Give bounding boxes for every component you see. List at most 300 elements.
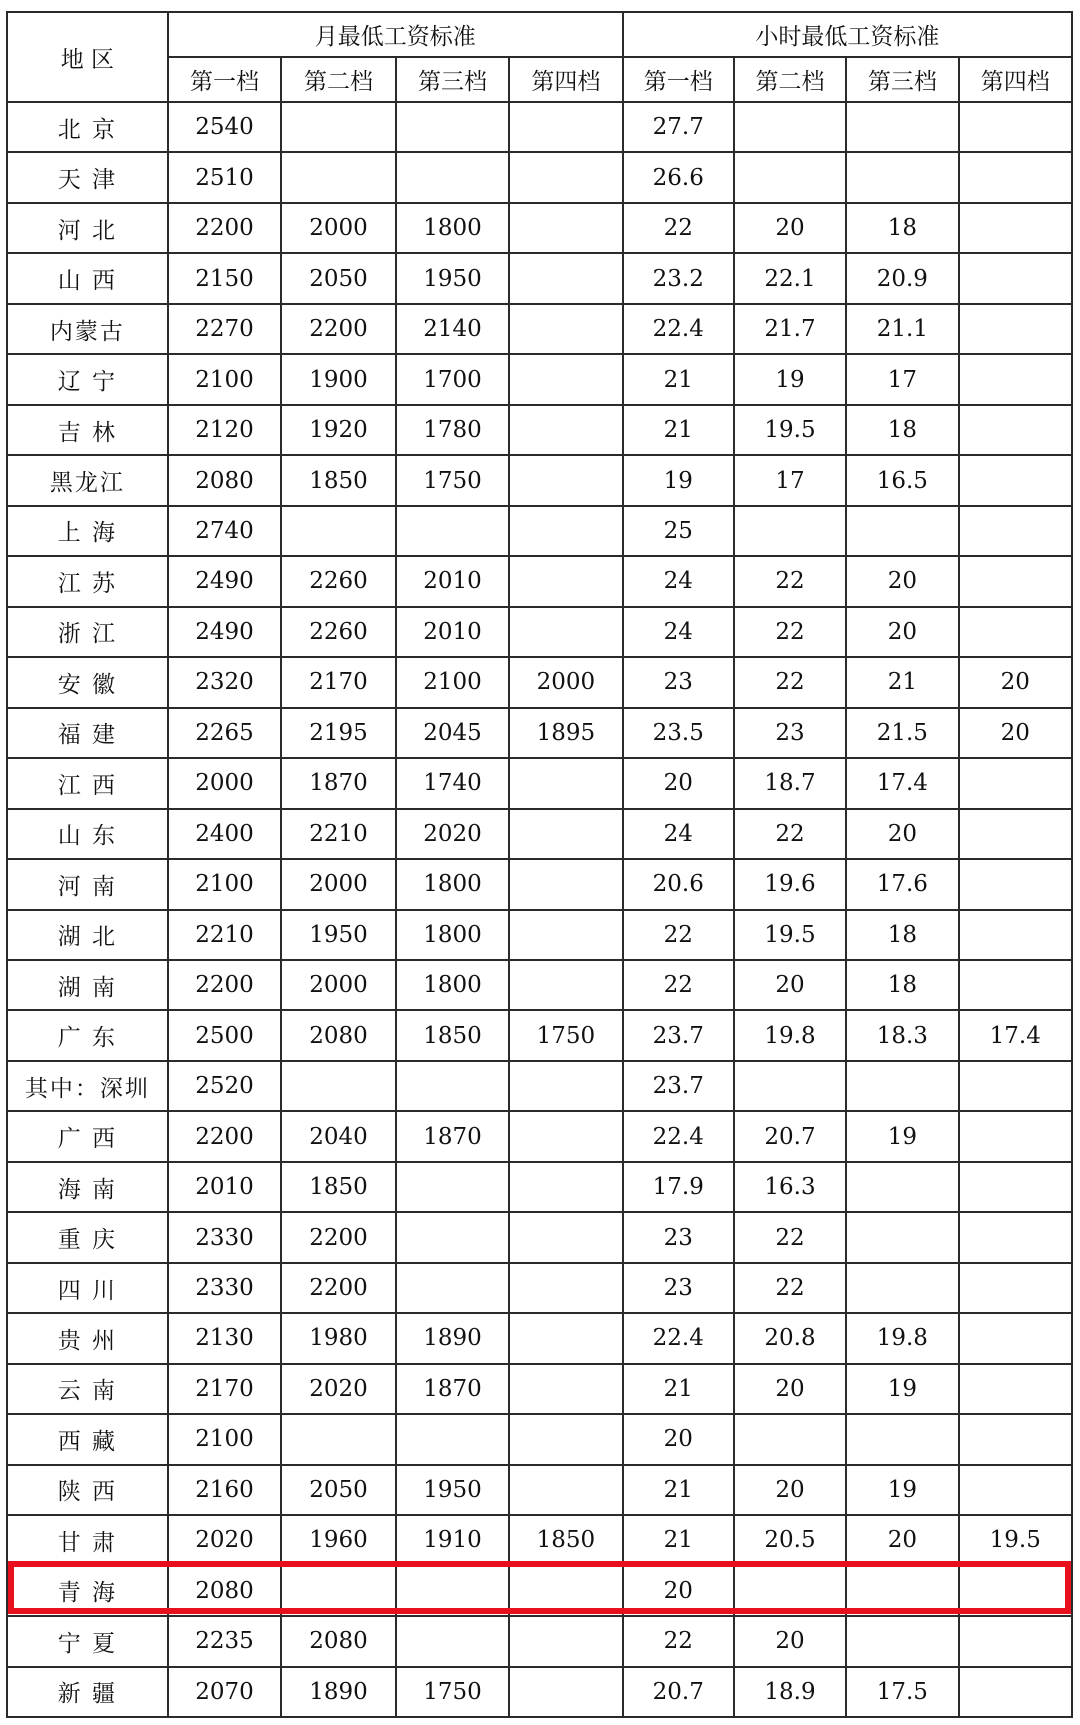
table-row: [7, 1616, 1072, 1666]
monthly-tier-1-cell: 2510: [168, 152, 281, 202]
region-cell: 西 藏: [7, 1414, 168, 1464]
table-row: [7, 1515, 1072, 1565]
region-cell: 浙 江: [7, 607, 168, 657]
monthly-tier-3-cell: 2010: [396, 556, 509, 606]
monthly-tier-2-cell: 2170: [281, 657, 396, 707]
monthly-tier-2-cell: 1890: [281, 1667, 396, 1717]
hourly-tier-3-cell: 18.3: [846, 1010, 958, 1060]
monthly-tier-1-cell: 2100: [168, 354, 281, 404]
hourly-tier-1-cell: 23: [623, 657, 734, 707]
monthly-tier-1-cell: 2010: [168, 1162, 281, 1212]
table-row: [7, 1465, 1072, 1515]
hourly-tier-4-cell: [959, 859, 1072, 909]
region-cell: 海 南: [7, 1162, 168, 1212]
hourly-tier-4-header: 第四档: [959, 57, 1072, 102]
hourly-tier-2-header: 第二档: [734, 57, 846, 102]
region-cell: 其中：深圳: [7, 1061, 168, 1111]
monthly-tier-1-cell: 2320: [168, 657, 281, 707]
hourly-tier-1-cell: 20.6: [623, 859, 734, 909]
monthly-tier-4-cell: [509, 405, 622, 455]
monthly-tier-4-cell: [509, 859, 622, 909]
hourly-tier-2-cell: 19.6: [734, 859, 846, 909]
table-row: [7, 1010, 1072, 1060]
monthly-tier-1-cell: 2330: [168, 1263, 281, 1313]
hourly-tier-4-cell: [959, 1212, 1072, 1262]
monthly-tier-1-cell: 2270: [168, 304, 281, 354]
hourly-tier-4-cell: [959, 607, 1072, 657]
hourly-tier-1-cell: 24: [623, 809, 734, 859]
monthly-tier-2-cell: 2050: [281, 253, 396, 303]
monthly-tier-2-cell: 2020: [281, 1364, 396, 1414]
monthly-tier-4-cell: [509, 809, 622, 859]
monthly-tier-3-cell: 2010: [396, 607, 509, 657]
monthly-tier-4-cell: [509, 910, 622, 960]
hourly-tier-2-cell: [734, 1061, 846, 1111]
region-cell: 福 建: [7, 708, 168, 758]
monthly-tier-4-cell: [509, 1313, 622, 1363]
monthly-tier-3-cell: 1890: [396, 1313, 509, 1363]
hourly-tier-4-cell: [959, 1061, 1072, 1111]
monthly-tier-3-cell: 1800: [396, 960, 509, 1010]
hourly-header: 小时最低工资标准: [623, 12, 1072, 57]
hourly-tier-3-cell: 20: [846, 809, 958, 859]
hourly-tier-3-cell: 21.5: [846, 708, 958, 758]
table-row: [7, 1364, 1072, 1414]
monthly-tier-4-cell: 2000: [509, 657, 622, 707]
hourly-tier-4-cell: 20: [959, 657, 1072, 707]
monthly-tier-2-cell: 2000: [281, 960, 396, 1010]
hourly-tier-1-cell: 23.7: [623, 1010, 734, 1060]
monthly-tier-1-cell: 2070: [168, 1667, 281, 1717]
hourly-tier-4-cell: [959, 506, 1072, 556]
monthly-tier-2-cell: [281, 102, 396, 152]
monthly-tier-3-cell: [396, 506, 509, 556]
monthly-tier-3-cell: [396, 1414, 509, 1464]
region-cell: 河 南: [7, 859, 168, 909]
region-cell: 上 海: [7, 506, 168, 556]
monthly-header: 月最低工资标准: [168, 12, 623, 57]
table-row: [7, 1212, 1072, 1262]
hourly-tier-1-cell: 20: [623, 1414, 734, 1464]
region-cell: 四 川: [7, 1263, 168, 1313]
monthly-tier-2-cell: 1850: [281, 455, 396, 505]
table-row: [7, 809, 1072, 859]
region-cell: 贵 州: [7, 1313, 168, 1363]
region-cell: 黑龙江: [7, 455, 168, 505]
hourly-tier-2-cell: [734, 1566, 846, 1616]
hourly-tier-2-cell: 19: [734, 354, 846, 404]
monthly-tier-4-cell: [509, 253, 622, 303]
hourly-tier-2-cell: 22: [734, 1263, 846, 1313]
hourly-tier-3-cell: [846, 1061, 958, 1111]
hourly-tier-4-cell: [959, 1667, 1072, 1717]
hourly-tier-4-cell: 17.4: [959, 1010, 1072, 1060]
hourly-tier-2-cell: 20.5: [734, 1515, 846, 1565]
monthly-tier-3-cell: 1750: [396, 455, 509, 505]
monthly-tier-3-cell: [396, 1162, 509, 1212]
monthly-tier-3-cell: 1700: [396, 354, 509, 404]
region-header: 地 区: [7, 12, 168, 102]
region-cell: 广 西: [7, 1111, 168, 1161]
region-cell: 陕 西: [7, 1465, 168, 1515]
hourly-tier-2-cell: 20: [734, 1364, 846, 1414]
monthly-tier-1-cell: 2540: [168, 102, 281, 152]
monthly-tier-4-cell: 1895: [509, 708, 622, 758]
hourly-tier-1-cell: 24: [623, 556, 734, 606]
region-cell: 北 京: [7, 102, 168, 152]
monthly-tier-3-header: 第三档: [396, 57, 509, 102]
hourly-tier-3-cell: 21.1: [846, 304, 958, 354]
table-row: [7, 859, 1072, 909]
monthly-tier-1-cell: 2200: [168, 960, 281, 1010]
monthly-tier-1-cell: 2740: [168, 506, 281, 556]
monthly-tier-4-cell: [509, 1111, 622, 1161]
monthly-tier-4-cell: [509, 102, 622, 152]
monthly-tier-1-cell: 2080: [168, 455, 281, 505]
minimum-wage-table: [6, 11, 1073, 1718]
monthly-tier-4-cell: [509, 304, 622, 354]
monthly-tier-3-cell: 2020: [396, 809, 509, 859]
hourly-tier-2-cell: [734, 1414, 846, 1464]
monthly-tier-2-cell: [281, 1566, 396, 1616]
table-row: [7, 758, 1072, 808]
monthly-tier-2-cell: 2040: [281, 1111, 396, 1161]
monthly-tier-3-cell: 1870: [396, 1111, 509, 1161]
hourly-tier-3-cell: [846, 1566, 958, 1616]
hourly-tier-1-cell: 20.7: [623, 1667, 734, 1717]
hourly-tier-2-cell: 20: [734, 960, 846, 1010]
region-cell: 广 东: [7, 1010, 168, 1060]
hourly-tier-3-cell: [846, 1263, 958, 1313]
hourly-tier-2-cell: 22: [734, 657, 846, 707]
monthly-tier-1-cell: 2120: [168, 405, 281, 455]
table-row: [7, 203, 1072, 253]
region-cell: 山 东: [7, 809, 168, 859]
table-row: [7, 1566, 1072, 1616]
monthly-tier-1-cell: 2500: [168, 1010, 281, 1060]
monthly-tier-3-cell: 2100: [396, 657, 509, 707]
hourly-tier-3-cell: 18: [846, 960, 958, 1010]
hourly-tier-2-cell: [734, 506, 846, 556]
hourly-tier-3-cell: [846, 1212, 958, 1262]
hourly-tier-3-cell: 19: [846, 1111, 958, 1161]
monthly-tier-4-cell: [509, 556, 622, 606]
table-row: [7, 354, 1072, 404]
monthly-tier-2-cell: 1900: [281, 354, 396, 404]
table-row: [7, 152, 1072, 202]
hourly-tier-3-cell: 18: [846, 405, 958, 455]
monthly-tier-4-cell: [509, 1465, 622, 1515]
hourly-tier-4-cell: [959, 758, 1072, 808]
hourly-tier-3-cell: [846, 102, 958, 152]
hourly-tier-2-cell: 20: [734, 1616, 846, 1666]
hourly-tier-1-cell: 20: [623, 758, 734, 808]
monthly-tier-3-cell: 1950: [396, 253, 509, 303]
hourly-tier-2-cell: 22: [734, 556, 846, 606]
region-cell: 重 庆: [7, 1212, 168, 1262]
hourly-tier-1-cell: 22.4: [623, 1313, 734, 1363]
hourly-tier-4-cell: [959, 1414, 1072, 1464]
hourly-tier-4-cell: [959, 102, 1072, 152]
table-row: [7, 556, 1072, 606]
monthly-tier-4-cell: [509, 1667, 622, 1717]
hourly-tier-3-cell: [846, 506, 958, 556]
monthly-tier-2-cell: 2195: [281, 708, 396, 758]
monthly-tier-3-cell: [396, 102, 509, 152]
monthly-tier-2-cell: 2000: [281, 203, 396, 253]
table-row: [7, 304, 1072, 354]
hourly-tier-3-cell: [846, 1616, 958, 1666]
hourly-tier-3-cell: 20: [846, 556, 958, 606]
hourly-tier-4-cell: [959, 1465, 1072, 1515]
table-row: [7, 1061, 1072, 1111]
hourly-tier-3-cell: 16.5: [846, 455, 958, 505]
monthly-tier-2-cell: 2260: [281, 607, 396, 657]
region-cell: 内蒙古: [7, 304, 168, 354]
hourly-tier-4-cell: [959, 1162, 1072, 1212]
hourly-tier-4-cell: [959, 455, 1072, 505]
monthly-tier-4-cell: [509, 506, 622, 556]
monthly-tier-3-cell: 1870: [396, 1364, 509, 1414]
hourly-tier-2-cell: 18.9: [734, 1667, 846, 1717]
region-cell: 吉 林: [7, 405, 168, 455]
region-cell: 云 南: [7, 1364, 168, 1414]
monthly-tier-2-cell: 2260: [281, 556, 396, 606]
monthly-tier-4-cell: [509, 354, 622, 404]
hourly-tier-4-cell: [959, 253, 1072, 303]
hourly-tier-3-cell: 20: [846, 1515, 958, 1565]
monthly-tier-4-cell: [509, 960, 622, 1010]
region-cell: 河 北: [7, 203, 168, 253]
hourly-tier-1-cell: 21: [623, 1515, 734, 1565]
hourly-tier-1-cell: 25: [623, 506, 734, 556]
hourly-tier-1-cell: 23.7: [623, 1061, 734, 1111]
hourly-tier-1-cell: 22: [623, 960, 734, 1010]
hourly-tier-1-cell: 21: [623, 405, 734, 455]
monthly-tier-1-cell: 2020: [168, 1515, 281, 1565]
hourly-tier-1-cell: 19: [623, 455, 734, 505]
monthly-tier-1-cell: 2200: [168, 203, 281, 253]
hourly-tier-2-cell: 22: [734, 1212, 846, 1262]
hourly-tier-3-cell: 18: [846, 203, 958, 253]
monthly-tier-4-cell: [509, 203, 622, 253]
monthly-tier-4-header: 第四档: [509, 57, 622, 102]
table-row: [7, 102, 1072, 152]
hourly-tier-3-cell: 20.9: [846, 253, 958, 303]
monthly-tier-4-cell: [509, 607, 622, 657]
hourly-tier-4-cell: [959, 809, 1072, 859]
monthly-tier-2-cell: 2200: [281, 1212, 396, 1262]
table-row: [7, 455, 1072, 505]
region-cell: 天 津: [7, 152, 168, 202]
region-cell: 新 疆: [7, 1667, 168, 1717]
region-cell: 甘 肃: [7, 1515, 168, 1565]
monthly-tier-3-cell: [396, 152, 509, 202]
monthly-tier-2-cell: 2200: [281, 304, 396, 354]
monthly-tier-3-cell: [396, 1616, 509, 1666]
monthly-tier-1-cell: 2490: [168, 556, 281, 606]
region-cell: 江 西: [7, 758, 168, 808]
hourly-tier-2-cell: 20: [734, 203, 846, 253]
hourly-tier-3-cell: 20: [846, 607, 958, 657]
hourly-tier-1-cell: 21: [623, 354, 734, 404]
hourly-tier-2-cell: 20.7: [734, 1111, 846, 1161]
monthly-tier-3-cell: 1780: [396, 405, 509, 455]
hourly-tier-4-cell: [959, 1313, 1072, 1363]
monthly-tier-1-cell: 2130: [168, 1313, 281, 1363]
monthly-tier-1-cell: 2080: [168, 1566, 281, 1616]
hourly-tier-2-cell: 21.7: [734, 304, 846, 354]
monthly-tier-4-cell: 1850: [509, 1515, 622, 1565]
hourly-tier-4-cell: [959, 1111, 1072, 1161]
hourly-tier-3-header: 第三档: [846, 57, 958, 102]
table-row: [7, 607, 1072, 657]
table-row: [7, 405, 1072, 455]
monthly-tier-1-cell: 2490: [168, 607, 281, 657]
table-row: [7, 506, 1072, 556]
hourly-tier-4-cell: [959, 1616, 1072, 1666]
monthly-tier-3-cell: 1800: [396, 910, 509, 960]
hourly-tier-4-cell: [959, 1263, 1072, 1313]
table-row: [7, 1263, 1072, 1313]
hourly-tier-2-cell: 20.8: [734, 1313, 846, 1363]
region-cell: 江 苏: [7, 556, 168, 606]
monthly-tier-3-cell: 1910: [396, 1515, 509, 1565]
monthly-tier-3-cell: 1750: [396, 1667, 509, 1717]
hourly-tier-1-cell: 23.2: [623, 253, 734, 303]
monthly-tier-2-cell: 1960: [281, 1515, 396, 1565]
hourly-tier-3-cell: [846, 152, 958, 202]
monthly-tier-1-cell: 2160: [168, 1465, 281, 1515]
monthly-tier-2-cell: [281, 1414, 396, 1464]
monthly-tier-1-cell: 2235: [168, 1616, 281, 1666]
hourly-tier-1-cell: 26.6: [623, 152, 734, 202]
hourly-tier-2-cell: 22.1: [734, 253, 846, 303]
monthly-tier-2-cell: 2050: [281, 1465, 396, 1515]
hourly-tier-1-cell: 21: [623, 1364, 734, 1414]
monthly-tier-2-cell: [281, 1061, 396, 1111]
hourly-tier-4-cell: 19.5: [959, 1515, 1072, 1565]
monthly-tier-2-header: 第二档: [281, 57, 396, 102]
monthly-tier-4-cell: [509, 455, 622, 505]
monthly-tier-3-cell: [396, 1061, 509, 1111]
hourly-tier-3-cell: 19.8: [846, 1313, 958, 1363]
hourly-tier-4-cell: [959, 960, 1072, 1010]
table-row: [7, 1162, 1072, 1212]
monthly-tier-3-cell: [396, 1212, 509, 1262]
hourly-tier-2-cell: 22: [734, 607, 846, 657]
hourly-tier-3-cell: 17.5: [846, 1667, 958, 1717]
hourly-tier-2-cell: 18.7: [734, 758, 846, 808]
hourly-tier-2-cell: 19.5: [734, 405, 846, 455]
hourly-tier-1-cell: 24: [623, 607, 734, 657]
monthly-tier-4-cell: [509, 1263, 622, 1313]
hourly-tier-4-cell: [959, 1364, 1072, 1414]
monthly-tier-4-cell: [509, 1566, 622, 1616]
monthly-tier-2-cell: 1980: [281, 1313, 396, 1363]
monthly-tier-4-cell: [509, 1061, 622, 1111]
table-row: [7, 1414, 1072, 1464]
hourly-tier-3-cell: [846, 1414, 958, 1464]
monthly-tier-2-cell: [281, 506, 396, 556]
monthly-tier-2-cell: 1870: [281, 758, 396, 808]
monthly-tier-1-header: 第一档: [168, 57, 281, 102]
hourly-tier-4-cell: 20: [959, 708, 1072, 758]
monthly-tier-1-cell: 2400: [168, 809, 281, 859]
hourly-tier-4-cell: [959, 354, 1072, 404]
hourly-tier-3-cell: 21: [846, 657, 958, 707]
table-row: [7, 960, 1072, 1010]
hourly-tier-3-cell: 19: [846, 1364, 958, 1414]
monthly-tier-4-cell: [509, 152, 622, 202]
hourly-tier-2-cell: 16.3: [734, 1162, 846, 1212]
hourly-tier-3-cell: 17.6: [846, 859, 958, 909]
monthly-tier-3-cell: [396, 1566, 509, 1616]
monthly-tier-1-cell: 2000: [168, 758, 281, 808]
hourly-tier-2-cell: [734, 102, 846, 152]
hourly-tier-3-cell: 17: [846, 354, 958, 404]
table-row: [7, 708, 1072, 758]
hourly-tier-4-cell: [959, 910, 1072, 960]
monthly-tier-3-cell: 1800: [396, 859, 509, 909]
hourly-tier-2-cell: 19.5: [734, 910, 846, 960]
monthly-tier-2-cell: [281, 152, 396, 202]
monthly-tier-4-cell: [509, 758, 622, 808]
hourly-tier-4-cell: [959, 203, 1072, 253]
table-row: [7, 1667, 1072, 1717]
region-cell: 山 西: [7, 253, 168, 303]
hourly-tier-2-cell: 17: [734, 455, 846, 505]
monthly-tier-1-cell: 2210: [168, 910, 281, 960]
hourly-tier-1-cell: 22: [623, 1616, 734, 1666]
hourly-tier-1-cell: 23.5: [623, 708, 734, 758]
monthly-tier-2-cell: 1920: [281, 405, 396, 455]
hourly-tier-3-cell: 17.4: [846, 758, 958, 808]
hourly-tier-2-cell: [734, 152, 846, 202]
hourly-tier-3-cell: 19: [846, 1465, 958, 1515]
hourly-tier-4-cell: [959, 405, 1072, 455]
region-cell: 湖 南: [7, 960, 168, 1010]
hourly-tier-1-cell: 23: [623, 1212, 734, 1262]
region-cell: 湖 北: [7, 910, 168, 960]
hourly-tier-1-cell: 23: [623, 1263, 734, 1313]
monthly-tier-2-cell: 2080: [281, 1616, 396, 1666]
monthly-tier-1-cell: 2170: [168, 1364, 281, 1414]
monthly-tier-4-cell: 1750: [509, 1010, 622, 1060]
monthly-tier-2-cell: 2200: [281, 1263, 396, 1313]
monthly-tier-1-cell: 2150: [168, 253, 281, 303]
monthly-tier-3-cell: 2140: [396, 304, 509, 354]
table-row: [7, 1313, 1072, 1363]
table-row: [7, 1111, 1072, 1161]
region-cell: 青 海: [7, 1566, 168, 1616]
hourly-tier-1-cell: 20: [623, 1566, 734, 1616]
hourly-tier-2-cell: 22: [734, 809, 846, 859]
region-cell: 安 徽: [7, 657, 168, 707]
monthly-tier-3-cell: 1800: [396, 203, 509, 253]
monthly-tier-1-cell: 2200: [168, 1111, 281, 1161]
hourly-tier-3-cell: [846, 1162, 958, 1212]
monthly-tier-3-cell: [396, 1263, 509, 1313]
hourly-tier-1-cell: 17.9: [623, 1162, 734, 1212]
hourly-tier-2-cell: 19.8: [734, 1010, 846, 1060]
monthly-tier-1-cell: 2330: [168, 1212, 281, 1262]
region-cell: 辽 宁: [7, 354, 168, 404]
monthly-tier-1-cell: 2520: [168, 1061, 281, 1111]
region-cell: 宁 夏: [7, 1616, 168, 1666]
header-row-top: [7, 12, 1072, 57]
monthly-tier-4-cell: [509, 1212, 622, 1262]
